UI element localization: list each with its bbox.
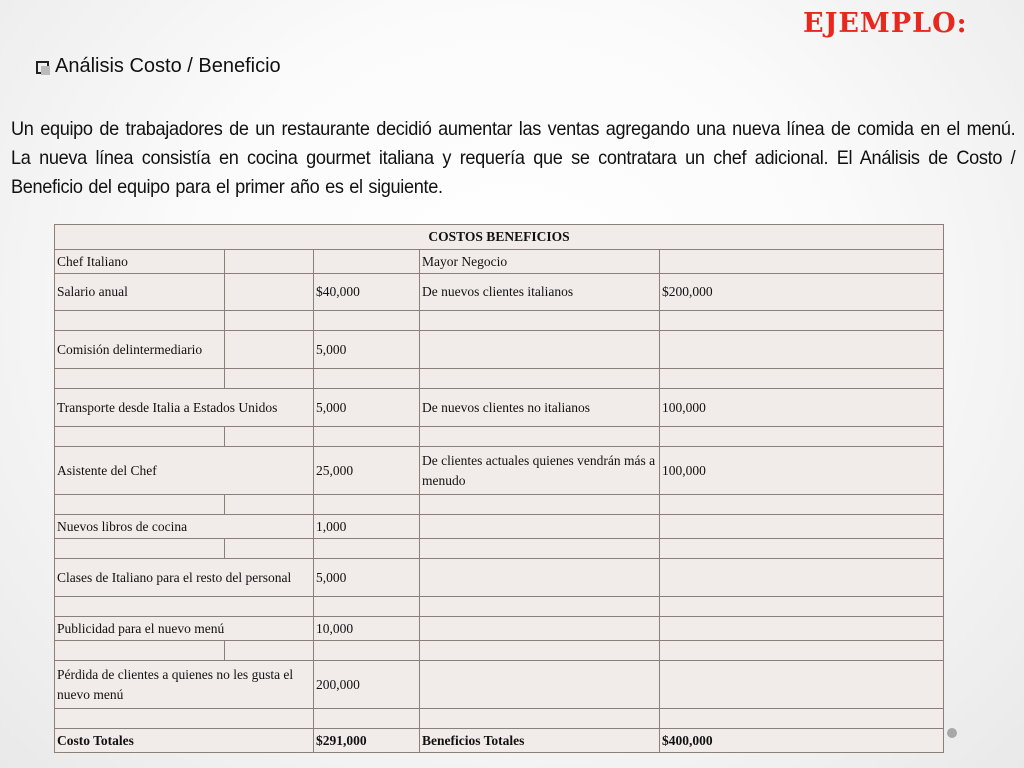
table-row (55, 274, 944, 311)
cost-item (55, 427, 225, 447)
cost-amount: $40,000 (314, 274, 420, 311)
cost-item (55, 709, 314, 729)
cost-item (55, 311, 225, 331)
benefit-amount (660, 250, 944, 274)
cost-item: Clases de Italiano para el resto del personal (55, 559, 314, 597)
benefit-total-label: Beneficios Totales (420, 729, 660, 753)
cost-amount (314, 641, 420, 661)
cost-amount: 5,000 (314, 559, 420, 597)
table-row (55, 597, 944, 617)
slide-title: EJEMPLO: (803, 8, 968, 39)
cost-item (55, 495, 225, 515)
cost-amount (314, 250, 420, 274)
benefit-amount (660, 709, 944, 729)
cost-item (55, 597, 314, 617)
table-row (55, 495, 944, 515)
benefit-item (420, 709, 660, 729)
table-row (55, 709, 944, 729)
benefit-item: De nuevos clientes italianos (420, 274, 660, 311)
cost-amount (314, 427, 420, 447)
cost-item (55, 539, 225, 559)
benefit-item (420, 559, 660, 597)
table-header: COSTOS BENEFICIOS (55, 225, 944, 250)
empty-cell (225, 311, 314, 331)
benefit-amount (660, 597, 944, 617)
benefit-amount (660, 617, 944, 641)
cost-item (55, 641, 225, 661)
table-row (55, 515, 944, 539)
table-row (55, 331, 944, 369)
benefit-item (420, 617, 660, 641)
cost-item: Comisión delintermediario (55, 331, 225, 369)
benefit-item (420, 331, 660, 369)
benefit-amount (660, 539, 944, 559)
cost-amount: 10,000 (314, 617, 420, 641)
cost-amount (314, 495, 420, 515)
benefit-amount (660, 369, 944, 389)
table-row (55, 617, 944, 641)
benefit-amount (660, 331, 944, 369)
cost-amount: 5,000 (314, 389, 420, 427)
cost-item: Transporte desde Italia a Estados Unidos (55, 389, 314, 427)
table-row (55, 641, 944, 661)
benefit-item (420, 641, 660, 661)
table-row (55, 661, 944, 709)
cost-total-amount: $291,000 (314, 729, 420, 753)
empty-cell (225, 369, 314, 389)
empty-cell (225, 495, 314, 515)
benefit-amount (660, 311, 944, 331)
table-row (55, 369, 944, 389)
table-row (55, 427, 944, 447)
benefit-item (420, 539, 660, 559)
empty-cell (225, 250, 314, 274)
benefit-item: De nuevos clientes no italianos (420, 389, 660, 427)
benefit-item: Mayor Negocio (420, 250, 660, 274)
benefit-item (420, 369, 660, 389)
benefit-amount (660, 515, 944, 539)
cost-amount (314, 539, 420, 559)
benefit-amount: $200,000 (660, 274, 944, 311)
benefit-amount (660, 641, 944, 661)
empty-cell (225, 274, 314, 311)
cost-item: Pérdida de clientes a quienes no les gusta el nuevo menú (55, 661, 314, 709)
table-row (55, 559, 944, 597)
cost-amount (314, 369, 420, 389)
cost-item (55, 369, 225, 389)
benefit-total-amount: $400,000 (660, 729, 944, 753)
benefit-item (420, 495, 660, 515)
benefit-item (420, 661, 660, 709)
cost-item: Chef Italiano (55, 250, 225, 274)
checkbox-bullet-icon (36, 61, 49, 74)
cost-item: Publicidad para el nuevo menú (55, 617, 314, 641)
table-row (55, 311, 944, 331)
cost-benefit-table (54, 224, 944, 753)
benefit-amount (660, 495, 944, 515)
table-row (55, 389, 944, 427)
bullet-item (36, 55, 281, 78)
empty-cell (225, 641, 314, 661)
benefit-amount (660, 559, 944, 597)
benefit-amount: 100,000 (660, 447, 944, 495)
benefit-amount (660, 661, 944, 709)
empty-cell (225, 539, 314, 559)
cost-item: Asistente del Chef (55, 447, 314, 495)
benefit-item (420, 311, 660, 331)
cost-amount: 200,000 (314, 661, 420, 709)
cost-amount: 5,000 (314, 331, 420, 369)
table-row (55, 447, 944, 495)
cost-amount (314, 709, 420, 729)
totals-row (55, 729, 944, 753)
benefit-item (420, 597, 660, 617)
cost-amount (314, 311, 420, 331)
description-paragraph: Un equipo de trabajadores de un restaurante decidió aumentar las ventas agregando una nueva línea de comida en el menú. La nueva línea consistía en cocina gourmet italiana y requería que se contratara un chef adicional. El Análisis de Costo / Beneficio del equipo para el primer año es el siguiente. (11, 118, 1016, 198)
benefit-item: De clientes actuales quienes vendrán más a menudo (420, 447, 660, 495)
cost-total-label: Costo Totales (55, 729, 314, 753)
benefit-item (420, 427, 660, 447)
empty-cell (225, 331, 314, 369)
cost-amount: 25,000 (314, 447, 420, 495)
cost-amount: 1,000 (314, 515, 420, 539)
table-row (55, 539, 944, 559)
benefit-amount: 100,000 (660, 389, 944, 427)
benefit-amount (660, 427, 944, 447)
benefit-item (420, 515, 660, 539)
decorative-dot (947, 728, 957, 738)
cost-item: Salario anual (55, 274, 225, 311)
empty-cell (225, 427, 314, 447)
cost-item: Nuevos libros de cocina (55, 515, 314, 539)
cost-amount (314, 597, 420, 617)
bullet-text: Análisis Costo / Beneficio (55, 55, 281, 77)
table-row (55, 250, 944, 274)
